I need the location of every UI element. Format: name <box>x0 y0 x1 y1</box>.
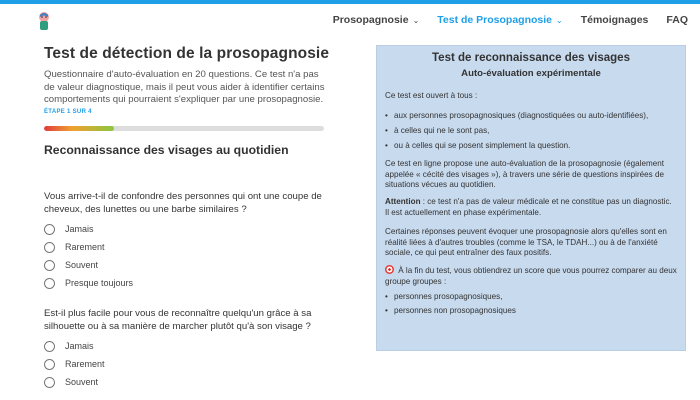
option-jamais[interactable] <box>44 337 324 355</box>
attention-text <box>385 197 677 219</box>
nav-prosopagnosie[interactable] <box>333 14 420 26</box>
option-label: Souvent <box>65 260 99 270</box>
radio-button[interactable] <box>44 341 55 352</box>
attention-label: Attention <box>385 197 421 207</box>
section-title: Reconnaissance des visages au quotidien <box>44 143 289 157</box>
progress-fill <box>44 126 114 131</box>
question-1 <box>44 190 324 292</box>
option-label: Rarement <box>65 359 105 369</box>
list-item: • aux personnes prosopagnosiques (diagnostiquées ou auto-identifiées), <box>385 108 677 123</box>
option-label: Souvent <box>65 377 99 387</box>
question-text: Vous arrive-t-il de confondre des personnes qui ont une coupe de cheveux, des lunettes ou une barbe similaires ? <box>44 191 322 215</box>
radio-button[interactable] <box>44 377 55 388</box>
option-souvent[interactable] <box>44 373 324 391</box>
radio-button[interactable] <box>44 359 55 370</box>
open-to-text: Ce test est ouvert à tous : <box>385 91 478 100</box>
option-label: Jamais <box>65 224 94 234</box>
info-panel <box>376 45 686 351</box>
option-rarement[interactable] <box>44 355 324 373</box>
option-label: Presque toujours <box>65 278 134 288</box>
panel-title: Test de reconnaissance des visages <box>432 52 630 64</box>
nav-label: Prosopagnosie <box>332 14 409 26</box>
radio-button[interactable] <box>44 260 55 271</box>
list-item: • ou à celles qui se posent simplement la question. <box>385 138 677 153</box>
radio-button[interactable] <box>44 278 55 289</box>
option-presque-toujours[interactable] <box>44 274 324 292</box>
description-text: Ce test en ligne propose une auto-évaluation de la prosopagnosie (également appelée « cécité des visages »), à travers une série de questions inspirées de situations vécues au quotidien. <box>385 158 664 190</box>
intro-text: Questionnaire d'auto-évaluation en 20 questions. Ce test n'a pas de valeur diagnostique, mais il peut vous aider à identifier certains comportements qui pourraient s'expliquer par une prosopagnosie. <box>44 69 325 106</box>
list-item: • à celles qui ne le sont pas, <box>385 123 677 138</box>
panel-subtitle: Auto-évaluation expérimentale <box>461 68 601 79</box>
question-2 <box>44 307 324 391</box>
question-text: Est-il plus facile pour vous de reconnaître quelqu'un grâce à sa silhouette ou à sa manière de marcher plutôt qu'à son visage ? <box>44 308 312 332</box>
step-indicator: ÉTAPE 1 SUR 4 <box>44 108 92 115</box>
nav-label: Test de Prosopagnosie <box>437 14 553 26</box>
target-icon <box>385 265 394 274</box>
list-item: • personnes non prosopagnosiques <box>385 304 677 318</box>
answer-options <box>44 337 324 391</box>
page-title: Test de détection de la prosopagnosie <box>44 45 330 62</box>
nav-label: Témoignages <box>580 14 649 26</box>
other-causes-text: Certaines réponses peuvent évoquer une prosopagnosie alors qu'elles sont en réalité liées à d'autres troubles (comme le TSA, le TDAH...) ou à de l'anxiété sociale, ce qui peut entraîner des faux positifs. <box>385 226 667 258</box>
option-jamais[interactable] <box>44 220 324 238</box>
option-label: Jamais <box>65 341 94 351</box>
nav-temoignages[interactable] <box>581 14 649 26</box>
progress-bar <box>44 126 324 131</box>
chevron-down-icon: ⌄ <box>556 15 563 25</box>
option-label: Rarement <box>65 242 105 252</box>
option-rarement[interactable] <box>44 238 324 256</box>
radio-button[interactable] <box>44 242 55 253</box>
site-header <box>0 4 700 34</box>
attention-body: : ce test n'a pas de valeur médicale et ne constitue pas un diagnostic. Il est actuellement en phase expérimentale. <box>385 197 672 217</box>
nav-faq[interactable] <box>666 14 688 26</box>
list-item: • personnes prosopagnosiques, <box>385 290 677 304</box>
radio-button[interactable] <box>44 224 55 235</box>
score-text <box>385 265 677 288</box>
chevron-down-icon: ⌄ <box>412 15 420 25</box>
nav-label: FAQ <box>666 14 688 26</box>
option-souvent[interactable] <box>44 256 324 274</box>
answer-options <box>44 220 324 292</box>
main-nav <box>333 14 688 26</box>
test-form <box>44 45 334 387</box>
score-body: À la fin du test, vous obtiendrez un score que vous pourrez comparer au deux groupe groupes : <box>385 266 677 286</box>
nav-test-prosopagnosie[interactable] <box>437 14 562 26</box>
audience-list <box>385 108 677 153</box>
site-logo-icon[interactable] <box>36 11 52 31</box>
groups-list <box>385 290 677 318</box>
